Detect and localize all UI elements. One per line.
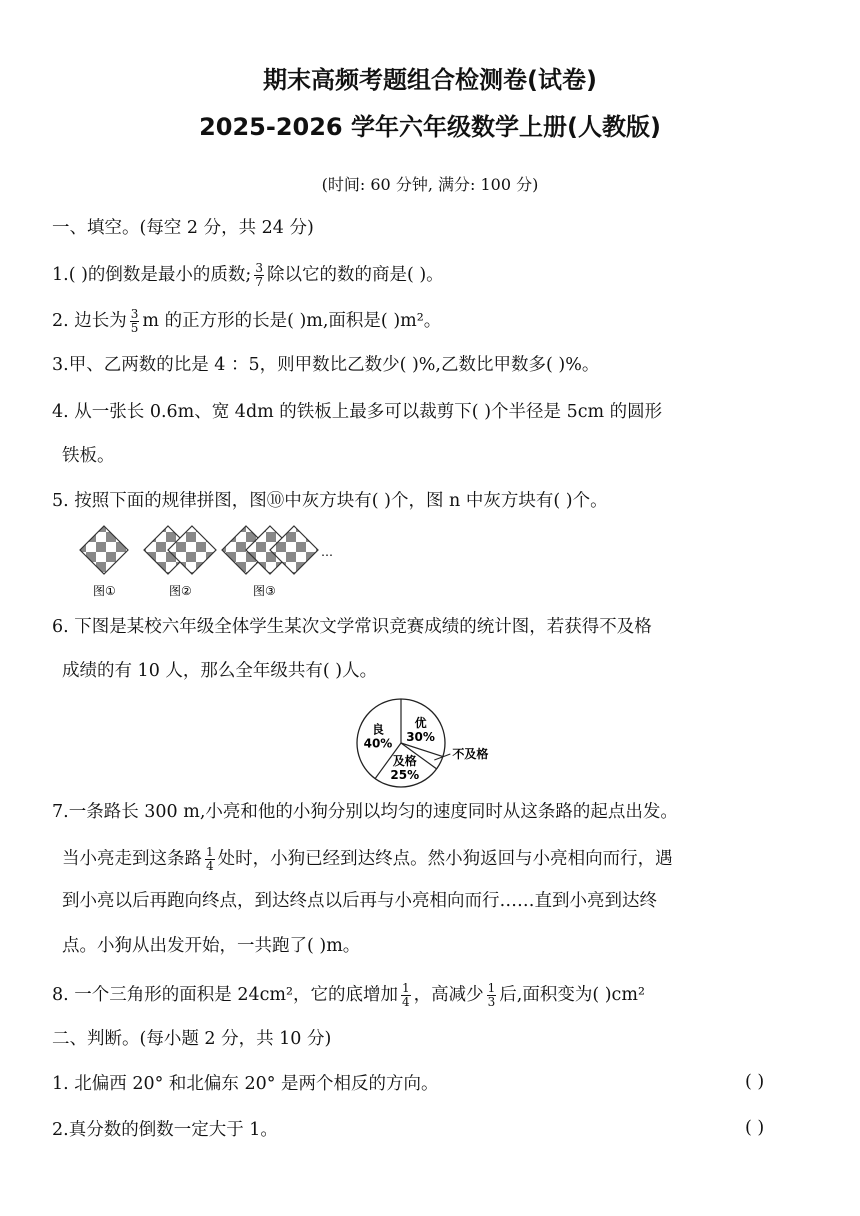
question-8: 8. 一个三角形的面积是 24cm²，它的底增加 $\frac{1}{4}$ ，高减少 $\frac{1}{3}$ 后,面积变为( )cm² [52,981,645,1009]
question-4-line2: 铁板。 [62,446,115,466]
fraction: $\frac{1}{4}$ [206,845,214,873]
judge-1-answer-blank: ( ) [745,1072,765,1092]
judge-2-answer-blank: ( ) [745,1118,765,1138]
question-7-line4: 点。小狗从出发开始，一共跑了( )m。 [62,936,361,956]
slice-label: 优 [414,715,427,730]
exam-subtitle: 2025-2026 学年六年级数学上册(人教版) [199,113,661,141]
score-pie-chart [355,697,515,789]
question-1: 1.( )的倒数是最小的质数; $\frac{3}{7}$ 除以它的数的商是( )。 [52,261,444,289]
pattern-ellipsis: … [321,545,333,559]
figure-1-label: 图① [93,584,116,598]
figure-2-label: 图② [169,584,192,598]
fraction: $\frac{3}{5}$ [130,307,139,335]
exam-title: 期末高频考题组合检测卷(试卷) [263,66,597,94]
section2-heading: 二、判断。(每小题 2 分，共 10 分) [52,1029,332,1049]
fraction: $\frac{1}{3}$ [487,981,496,1009]
question-6-line1: 6. 下图是某校六年级全体学生某次文学常识竞赛成绩的统计图，若获得不及格 [52,617,652,637]
judge-1-text: 1. 北偏西 20° 和北偏东 20° 是两个相反的方向。 [52,1074,439,1094]
exam-info: (时间: 60 分钟, 满分: 100 分) [321,175,539,194]
question-4-line1: 4. 从一张长 0.6m、宽 4dm 的铁板上最多可以裁剪下( )个半径是 5cm 的圆形 [52,402,663,422]
figure-3-label: 图③ [253,584,276,598]
slice-label: 及格 [392,753,417,768]
question-6-line2: 成绩的有 10 人，那么全年级共有( )人。 [62,661,378,681]
judge-2-text: 2.真分数的倒数一定大于 1。 [52,1120,278,1140]
fraction: $\frac{3}{7}$ [255,261,263,289]
question-5: 5. 按照下面的规律拼图，图⑩中灰方块有( )个，图 n 中灰方块有( )个。 [52,491,608,511]
question-7-line3: 到小亮以后再跑向终点，到达终点以后再与小亮相向而行……直到小亮到达终 [62,891,657,911]
question-2: 2. 边长为 $\frac{3}{5}$ m 的正方形的长是( )m,面积是( )m²。 [52,307,442,335]
slice-percent: 40% [363,736,393,751]
section1-heading: 一、填空。(每空 2 分，共 24 分) [52,218,314,238]
question-7-line1: 7.一条路长 300 m,小亮和他的小狗分别以均匀的速度同时从这条路的起点出发。 [52,802,678,822]
slice-percent: 25% [390,767,420,782]
question-7-line2: 当小亮走到这条路 $\frac{1}{4}$ 处时，小狗已经到达终点。然小狗返回与小亮相向而行，遇 [62,845,673,873]
figure-1-pattern [80,526,128,574]
slice-label-fail: 不及格 [452,746,489,761]
question-3: 3.甲、乙两数的比是 4 ：5，则甲数比乙数少( )%,乙数比甲数多( )%。 [52,355,600,375]
slice-label: 良 [371,722,384,737]
slice-percent: 30% [406,729,435,744]
pattern-figures [76,522,376,600]
fraction: $\frac{1}{4}$ [402,981,410,1009]
